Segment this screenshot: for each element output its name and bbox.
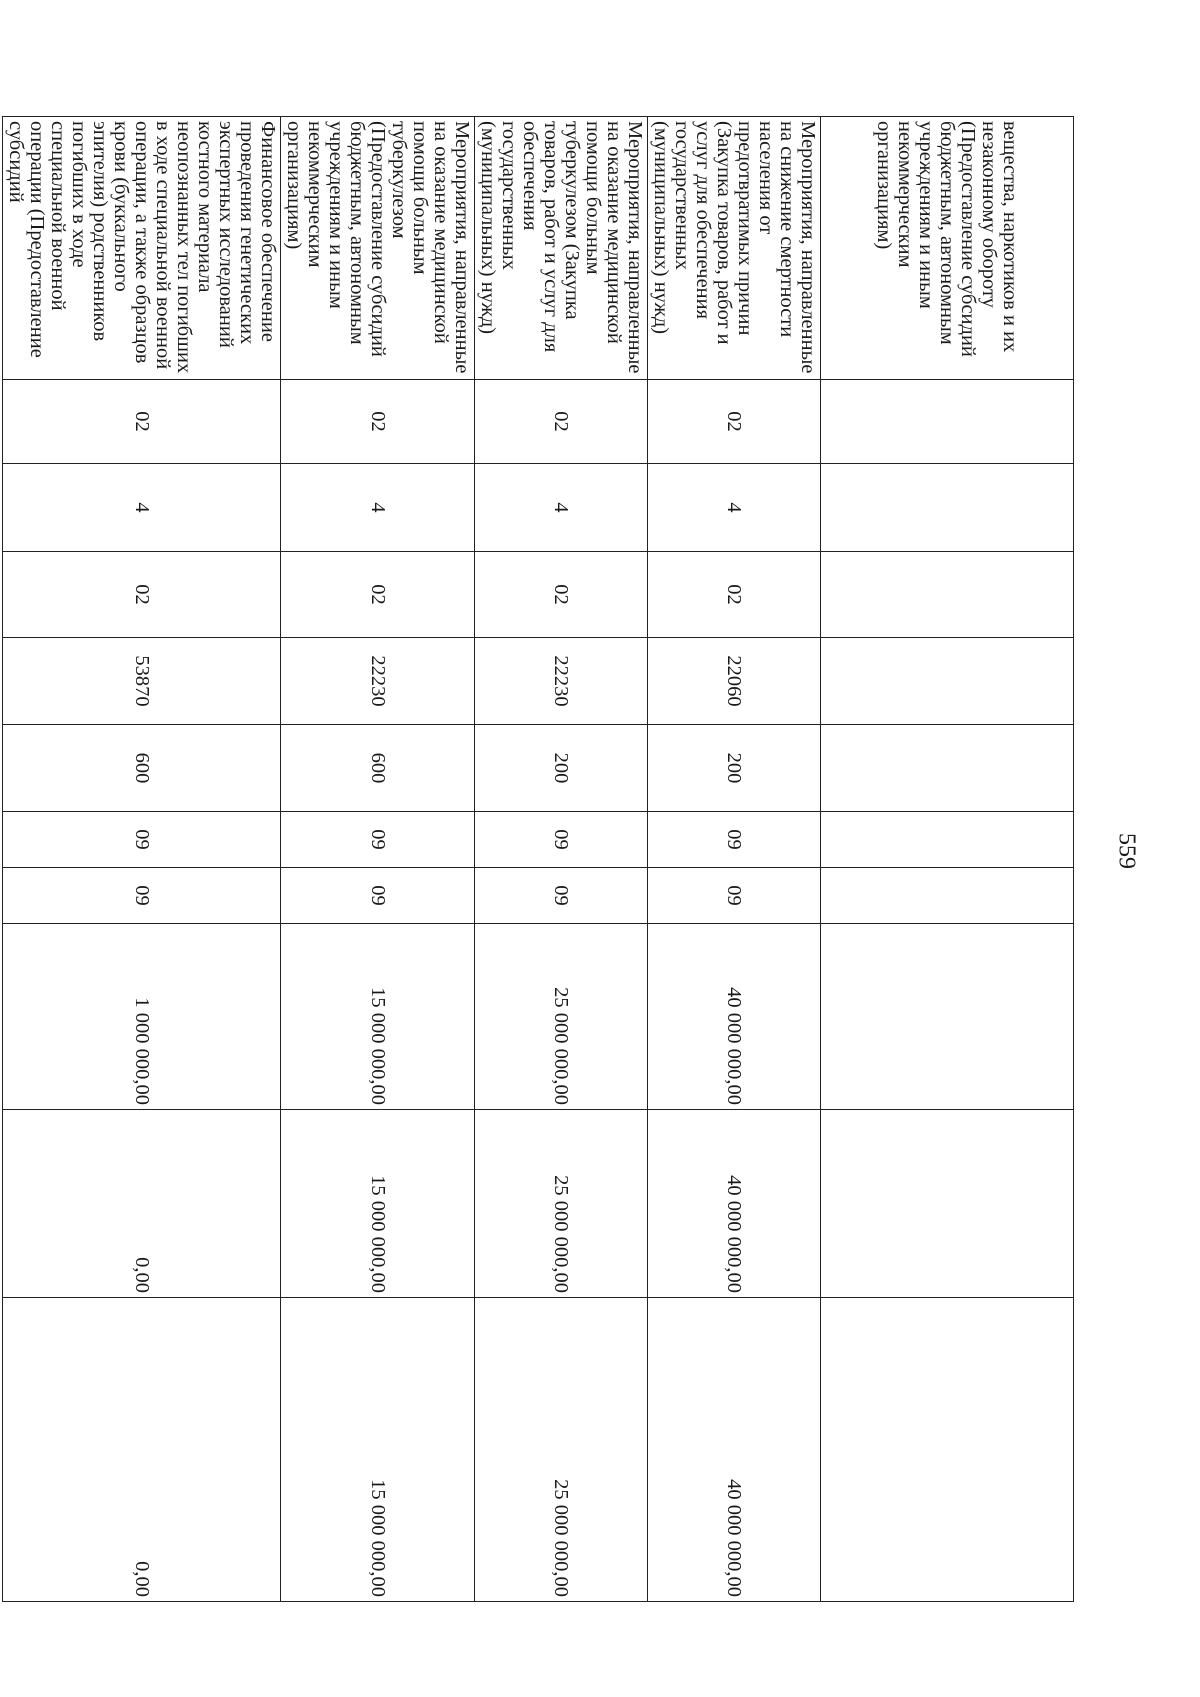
code-cell: [821, 868, 1074, 924]
amount-cell: 1 000 000,00: [3, 924, 281, 1110]
code-cell: [821, 464, 1074, 552]
amount-cell: 0,00: [3, 1110, 281, 1298]
code-cell: 02: [648, 552, 821, 638]
code-cell: 02: [3, 380, 281, 464]
code-cell: 200: [648, 725, 821, 812]
amount-cell: 25 000 000,00: [475, 924, 648, 1110]
code-cell: 09: [281, 868, 475, 924]
amount-cell: [821, 1298, 1074, 1602]
amount-cell: [821, 924, 1074, 1110]
table-row: [475, 117, 648, 1602]
amount-cell: 15 000 000,00: [281, 1110, 475, 1298]
amount-cell: 40 000 000,00: [648, 1110, 821, 1298]
amount-cell: 40 000 000,00: [648, 924, 821, 1110]
code-cell: 09: [648, 812, 821, 868]
code-cell: 53870: [3, 638, 281, 725]
code-cell: 09: [3, 868, 281, 924]
code-cell: 02: [281, 380, 475, 464]
table-row: [3, 117, 281, 1602]
row-description: Мероприятия, направленные на оказание медицинской помощи больным туберкулезом (Предоставление субсидий бюджетным, автономным учреждениям и иным некоммерческим организациям): [281, 117, 475, 380]
code-cell: 4: [3, 464, 281, 552]
amount-cell: 0,00: [3, 1298, 281, 1602]
table-row: [648, 117, 821, 1602]
code-cell: [821, 552, 1074, 638]
row-description: Мероприятия, направленные на снижение смертности населения от предотвратимых причин (Закупка товаров, работ и услуг для обеспечения государственных (муниципальных) нужд): [648, 117, 821, 380]
code-cell: 600: [281, 725, 475, 812]
code-cell: 22230: [281, 638, 475, 725]
code-cell: 22230: [475, 638, 648, 725]
code-cell: 09: [475, 868, 648, 924]
code-cell: 02: [475, 380, 648, 464]
code-cell: 4: [281, 464, 475, 552]
code-cell: 02: [475, 552, 648, 638]
row-description: Мероприятия, направленные на оказание медицинской помощи больным туберкулезом (Закупка товаров, работ и услуг для обеспечения государственных (муниципальных) нужд): [475, 117, 648, 380]
amount-cell: 25 000 000,00: [475, 1298, 648, 1602]
code-cell: [821, 812, 1074, 868]
code-cell: 02: [3, 552, 281, 638]
code-cell: 22060: [648, 638, 821, 725]
row-description: вещества, наркотиков и их незаконному обороту (Предоставление субсидий бюджетным, автономным учреждениям и иным некоммерческим организациям): [821, 117, 1074, 380]
code-cell: 09: [3, 812, 281, 868]
code-cell: 09: [281, 812, 475, 868]
code-cell: [821, 725, 1074, 812]
code-cell: 4: [475, 464, 648, 552]
code-cell: [821, 638, 1074, 725]
code-cell: 4: [648, 464, 821, 552]
code-cell: [821, 380, 1074, 464]
page-number-text: 559: [1113, 833, 1140, 869]
table-row: [821, 117, 1074, 1602]
code-cell: 02: [281, 552, 475, 638]
table-row: [281, 117, 475, 1602]
amount-cell: 15 000 000,00: [281, 1298, 475, 1602]
amount-cell: 15 000 000,00: [281, 924, 475, 1110]
row-description: Финансовое обеспечение проведения генетических экспертных исследований костного материала неопознанных тел погибших в ходе специальной военной операции, а также образцов крови (буккального эпителия) родственников погибших в ходе специальной военной операции (Предоставление субсидий: [3, 117, 281, 380]
amount-cell: 40 000 000,00: [648, 1298, 821, 1602]
budget-table: [2, 116, 1074, 1602]
amount-cell: 25 000 000,00: [475, 1110, 648, 1298]
code-cell: 09: [648, 868, 821, 924]
code-cell: 200: [475, 725, 648, 812]
code-cell: 600: [3, 725, 281, 812]
code-cell: 09: [475, 812, 648, 868]
code-cell: 02: [648, 380, 821, 464]
amount-cell: [821, 1110, 1074, 1298]
